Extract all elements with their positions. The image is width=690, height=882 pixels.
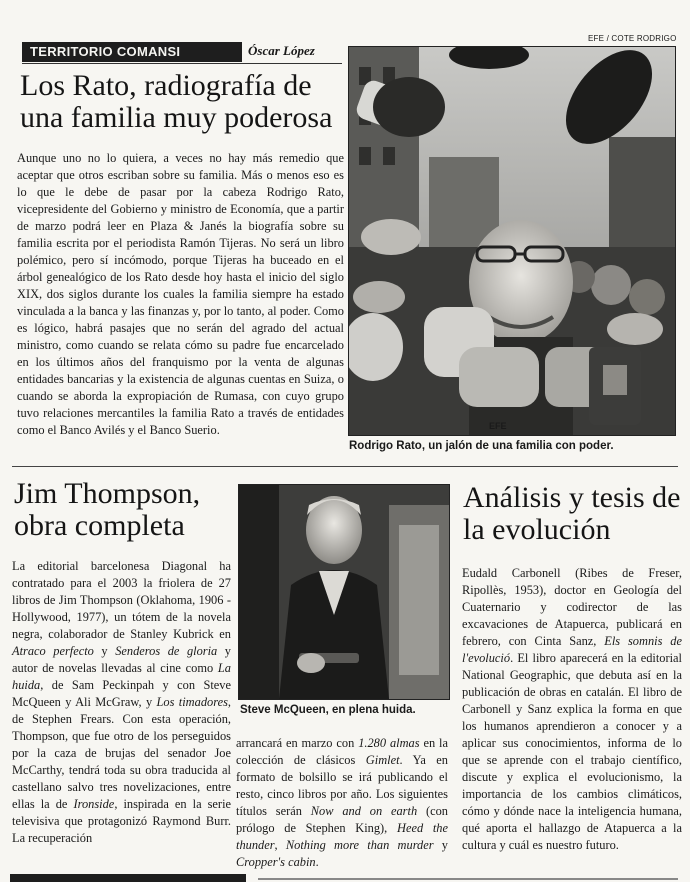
section-tag: TERRITORIO COMANSI <box>22 42 242 62</box>
author-byline: Óscar López <box>248 43 315 58</box>
jim-thompson-headline: Jim Thompson, obra completa <box>14 477 201 542</box>
mcqueen-photo-caption: Steve McQueen, en plena huida. <box>240 704 416 716</box>
photo-credit: EFE / COTE RODRIGO <box>588 34 677 43</box>
header-rule <box>22 63 342 64</box>
steve-mcqueen-photo <box>238 484 450 700</box>
main-photo-caption: Rodrigo Rato, un jalón de una familia con poder. <box>349 440 614 452</box>
section-divider <box>12 466 678 467</box>
bottom-rule <box>258 878 678 880</box>
evolution-body: Eudald Carbonell (Ribes de Freser, Ripollès, 1953), doctor en Geología del Cuaternario y codirector de las excavaciones de Atapuerca, publicará en febrero, con Cinta Sanz, Els somnis de l'evolució. El libro aparecerá en la editorial National Geographic, que debuta así en la publicación de obras en catalán. El libro de Carbonell y Sanz explica la forma en que los humanos aprendieron a conocer y a aplicar sus conocimientos, informa de lo que se aprende con el trabajo científico, discute y explica el evolucionismo, la importancia de los cambios climáticos, cómo y dónde nace la inteligencia humana, qué aporta el hallazgo de Atapuerca a la cultura y cuál es nuestro futuro. <box>462 566 682 852</box>
main-headline: Los Rato, radiografía de una familia muy poderosa <box>20 69 333 134</box>
jim-thompson-body-continued: arrancará en marzo con 1.280 almas en la colección de clásicos Gimlet. Ya en formato de bolsillo se irá publicando el resto, cinco libros por año. Los siguientes títulos serán Now and on earth (con prólogo de Stephen King), Heed the thunder, Nothing more than murder y Cropper's cabin. <box>236 736 449 869</box>
evolution-headline: Análisis y tesis de la evolución <box>463 481 681 546</box>
jim-thompson-body: La editorial barcelonesa Diagonal ha contratado para el 2003 la friolera de 27 libros de Jim Thompson (Oklahoma, 1906 - Hollywood, 1977), un tótem de la novela negra, colaborador de Stanley Kubrick en Atraco perfecto y Senderos de gloria y autor de novelas llevadas al cine como La huida, de Sam Peckinpah y con Steve McQueen y Ali McGraw, y Los timadores, de Stephen Frears. Con esta operación, Thompson, que fue otro de los perseguidos por la caza de brujas del senador Joe McCarthy, tendrá toda su obra traducida al castellano salvo tres novelizaciones, entre ellas la de Ironside, inspirada en la serie televisiva que protagonizó Raymond Burr. La recuperación <box>12 559 232 845</box>
press-scrum-illustration <box>349 47 675 435</box>
next-section-bar <box>10 874 246 882</box>
rodrigo-rato-photo <box>348 46 676 436</box>
main-article-body: Aunque uno no lo quiera, a veces no hay más remedio que aceptar que otros escriban sobre su familia. Más o menos eso es lo que le debe de pasar por la cabeza Rodrigo Rato, vicepresidente del Gobierno y ministro de Economía, que a partir de marzo podrá leer en Plaza & Janés la biografía sobre su familia escrita por el periodista Ramón Tijeras. No será un libro polémico, pero sí incómodo, porque Tijeras ha buceado en el árbol genealógico de los Rato desde hoy hasta el inicio del siglo XIX, dos siglos durante los cuales la familia siempre ha estado vinculada a la banca y las finanzas y, por lo tanto, al poder. Como es lógico, habrá pasajes que no serán del agrado del actual ministro, como cuando se relata cómo su padre fue encarcelado en los últimos años del franquismo por la venta de algunas entidades bancarias y la existencia de algunas cuentas en Suiza, o cuando se aborda la expropiación de Rumasa, con cuyo grupo tuvo relaciones mercantiles la familia Rato a través de entidades como el Banco Avilés y el Banco Suerio. <box>17 151 344 437</box>
mic-efe-label: EFE <box>489 421 507 431</box>
mcqueen-illustration <box>239 485 449 699</box>
